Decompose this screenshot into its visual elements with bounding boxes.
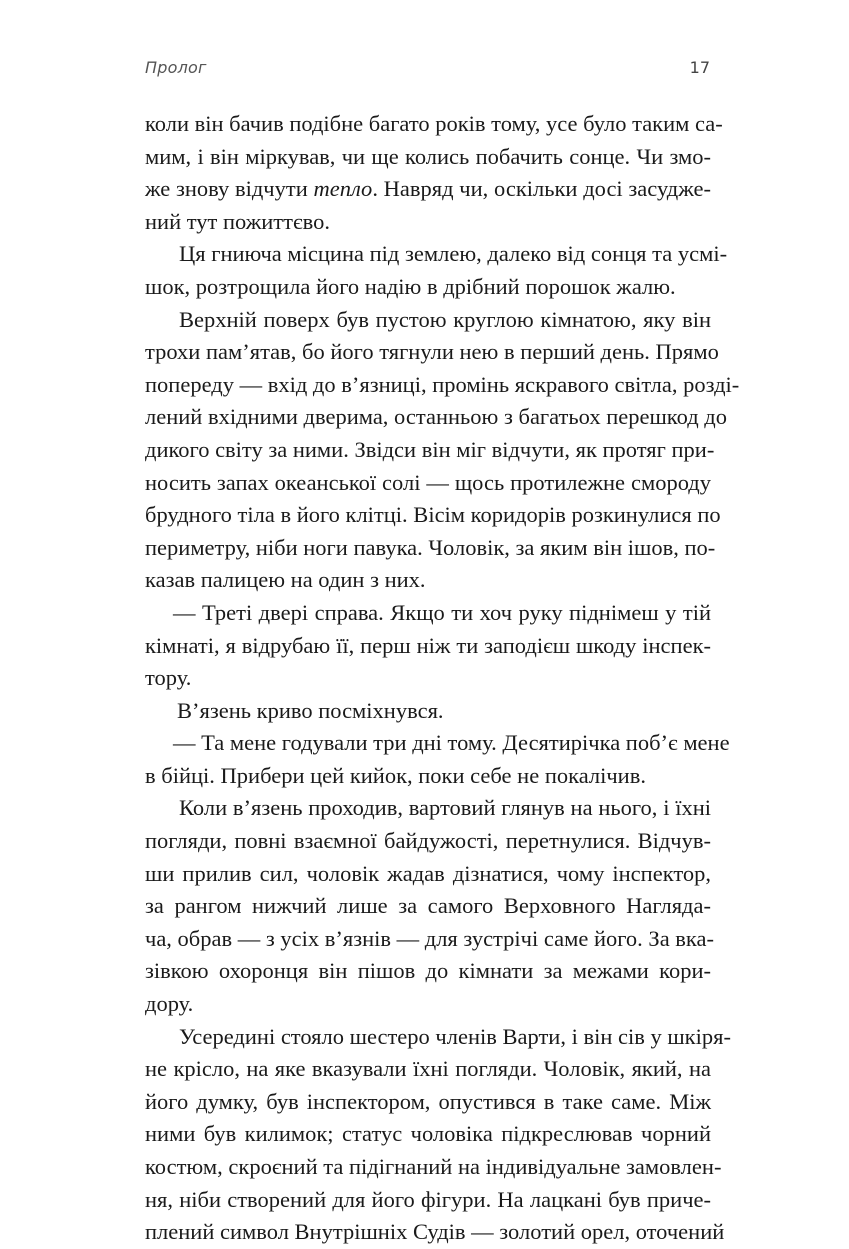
paragraph xyxy=(145,792,714,1020)
paragraph xyxy=(145,695,711,728)
text-line: ний тут пожиттєво. xyxy=(145,208,330,234)
text-line: ня, ніби створений для його фігури. На лацкані був приче- xyxy=(145,1186,711,1212)
text-line: мим, і він міркував, чи ще колись побачить сонце. Чи змо- xyxy=(145,143,711,169)
text-line: шок, розтрощила його надію в дрібний порошок жалю. xyxy=(145,273,676,299)
text-line: коли він бачив подібне багато років тому, усе було таким са- xyxy=(145,111,723,136)
italic-emphasis: тепло xyxy=(313,176,373,202)
text-line: дору. xyxy=(145,991,194,1017)
paragraph xyxy=(145,108,723,238)
text-line: брудного тіла в його клітці. Вісім коридорів розкинулися по xyxy=(145,502,721,528)
text-line: казав палицею на один з них. xyxy=(145,567,426,593)
text-line: Усередині стояло шестеро членів Варти, і він сів у шкіря- xyxy=(179,1023,731,1049)
text-line: тору. xyxy=(145,665,192,691)
running-head-chapter-title: Пролог xyxy=(145,58,207,77)
text-line: його думку, був інспектором, опустився в таке саме. Між xyxy=(145,1088,711,1114)
text-line: погляди, повні взаємної байдужості, перетнулися. Відчув- xyxy=(145,828,711,854)
text-line: в бійці. Прибери цей кийок, поки себе не покалічив. xyxy=(145,762,646,788)
text-line: лений вхідними дверима, останньою з багатьох перешкод до xyxy=(145,404,727,430)
text-line: зівкою охоронця він пішов до кімнати за межами кори- xyxy=(145,958,711,984)
text-line: дикого світу за ними. Звідси він міг відчути, як протяг при- xyxy=(145,436,715,462)
text-line: — Та мене годували три дні тому. Десятирічка поб’є мене xyxy=(173,730,730,756)
text-line: носить запах океанської солі — щось протилежне смороду xyxy=(145,469,711,495)
text-line: костюм, скроєний та підігнаний на індивідуальне замовлен- xyxy=(145,1154,722,1179)
text-line: периметру, ніби ноги павука. Чоловік, за яким він ішов, по- xyxy=(145,534,716,560)
text-line: трохи пам’ятав, бо його тягнули нею в перший день. Прямо xyxy=(145,339,719,365)
text-line: В’язень криво посміхнувся. xyxy=(177,697,444,723)
text-line: Верхній поверх був пустою круглою кімнатою, яку він xyxy=(179,306,711,332)
text-line: Ця гниюча місцина під землею, далеко від сонця та усмі- xyxy=(179,241,728,267)
body-text xyxy=(145,108,740,1249)
page-number: 17 xyxy=(689,58,710,77)
paragraph xyxy=(145,597,711,695)
text-line: Коли в’язень проходив, вартовий глянув на нього, і їхні xyxy=(179,795,711,821)
text-line: плений символ Внутрішніх Судів — золотий орел, оточений xyxy=(145,1219,725,1245)
text-line: же знову відчути тепло. Навряд чи, оскільки досі засудже- xyxy=(145,176,711,202)
text-line: ча, обрав — з усіх в’язнів — для зустрічі саме його. За вка- xyxy=(145,925,714,951)
text-line: кімнаті, я відрубаю її, перш ніж ти заподієш шкоду інспек- xyxy=(145,632,711,658)
paragraph xyxy=(145,1021,731,1249)
text-line: попереду — вхід до в’язниці, промінь яскравого світла, розді- xyxy=(145,371,740,397)
text-line: не крісло, на яке вказували їхні погляди. Чоловік, який, на xyxy=(145,1056,711,1082)
text-line: ши прилив сил, чоловік жадав дізнатися, чому інспектор, xyxy=(145,860,711,886)
paragraph xyxy=(145,727,730,792)
paragraph xyxy=(145,304,740,597)
text-line: за рангом нижчий лише за самого Верховного Наглядa- xyxy=(145,893,711,919)
text-line: ними був килимок; статус чоловіка підкреслював чорний xyxy=(145,1121,711,1147)
text-line: — Треті двері справа. Якщо ти хоч руку піднімеш у тій xyxy=(173,599,711,625)
paragraph xyxy=(145,238,728,303)
